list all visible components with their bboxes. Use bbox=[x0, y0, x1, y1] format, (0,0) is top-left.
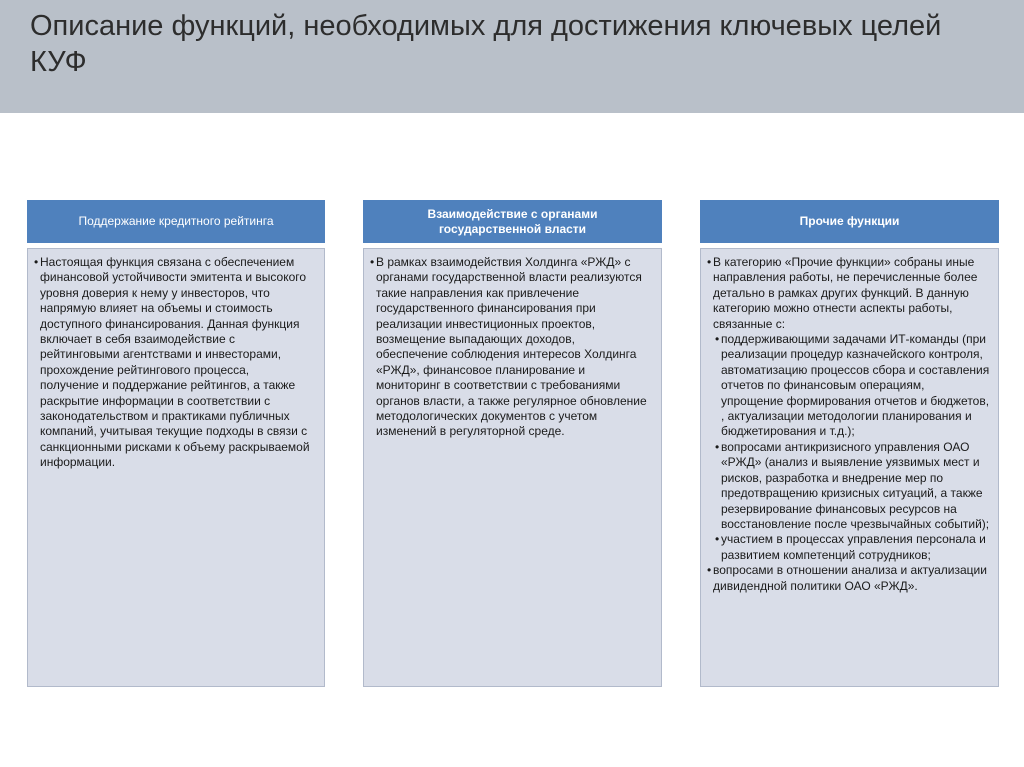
column-body bbox=[27, 248, 325, 687]
bullet-text: вопросами в отношении анализа и актуализации дивидендной политики ОАО «РЖД». bbox=[713, 563, 987, 593]
column-body bbox=[700, 248, 999, 687]
column-header: Прочие функции bbox=[700, 200, 999, 243]
bullet-text: поддерживающими задачами ИТ-команды (при реализации процедур казначейского контроля, автоматизацию процессов сбора и составления отчетов по финансовым операциям, упрощение формирования отчетов и бюджетов, , актуализации методологии планирования и бюджетирования и т.д.); bbox=[721, 332, 990, 439]
column-credit-rating bbox=[27, 200, 325, 687]
title-band bbox=[0, 0, 1024, 113]
sub-bullet-item bbox=[715, 332, 990, 440]
bullet-marker: • bbox=[707, 255, 712, 269]
column-header: Взаимодействие с органами государственной власти bbox=[363, 200, 662, 243]
column-header: Поддержание кредитного рейтинга bbox=[27, 200, 325, 243]
bullet-text: В рамках взаимодействия Холдинга «РЖД» с органами государственной власти реализуются такие направления как привлечение государственного финансирования при реализации инвестиционных проектов, возмещение выпадающих доходов, обеспечение соблюдения интересов Холдинга «РЖД», финансовое планирование и мониторинг в соответствии с требованиями органов власти, а также регулярное обновление методологических документов с учетом изменений в регуляторной среде. bbox=[376, 255, 647, 439]
sub-bullet-list bbox=[707, 332, 990, 563]
bullet-text: вопросами антикризисного управления ОАО «РЖД» (анализ и выявление уязвимых мест и рисков, разработка и внедрение мер по предотвращению кризисных ситуаций, а также резервирование финансовых ресурсов на восстановление после чрезвычайных событий); bbox=[721, 439, 990, 531]
bullet-marker: • bbox=[34, 255, 39, 269]
bullet-marker: • bbox=[715, 439, 720, 454]
column-other-functions bbox=[700, 200, 999, 687]
page-title: Описание функций, необходимых для достижения ключевых целей КУФ bbox=[30, 10, 942, 78]
bullet-text: В категорию «Прочие функции» собраны иные направления работы, не перечисленные более детально в рамках других функций. В данную категорию можно отнести аспекты работы, связанные с: bbox=[713, 255, 978, 331]
column-government bbox=[363, 200, 662, 687]
bullet-text: Настоящая функция связана с обеспечением финансовой устойчивости эмитента и высокого уровня доверия к нему у инвесторов, что напрямую влияет на объемы и стоимость доступного финансирования. Данная функция включает в себя взаимодействие с рейтинговыми агентствами и инвесторами, прохождение рейтингового процесса, получение и поддержание рейтингов, а также раскрытие информации в соответствии с законодательством и практиками публичных компаний, учитывая текущие подходы в связи с санкционными рисками к объему раскрываемой информации. bbox=[40, 255, 310, 470]
column-body bbox=[363, 248, 662, 687]
sub-bullet-item bbox=[715, 532, 990, 563]
bullet-marker: • bbox=[707, 563, 712, 578]
sub-bullet-item bbox=[715, 440, 990, 532]
bullet-item bbox=[707, 255, 990, 332]
bullet-item bbox=[34, 255, 310, 471]
bullet-marker: • bbox=[715, 332, 720, 347]
bullet-marker: • bbox=[715, 532, 720, 547]
bullet-text: участием в процессах управления персонала и развитием компетенций сотрудников; bbox=[721, 532, 986, 562]
bullet-item bbox=[370, 255, 647, 440]
bullet-item bbox=[707, 563, 990, 594]
bullet-marker: • bbox=[370, 255, 375, 269]
